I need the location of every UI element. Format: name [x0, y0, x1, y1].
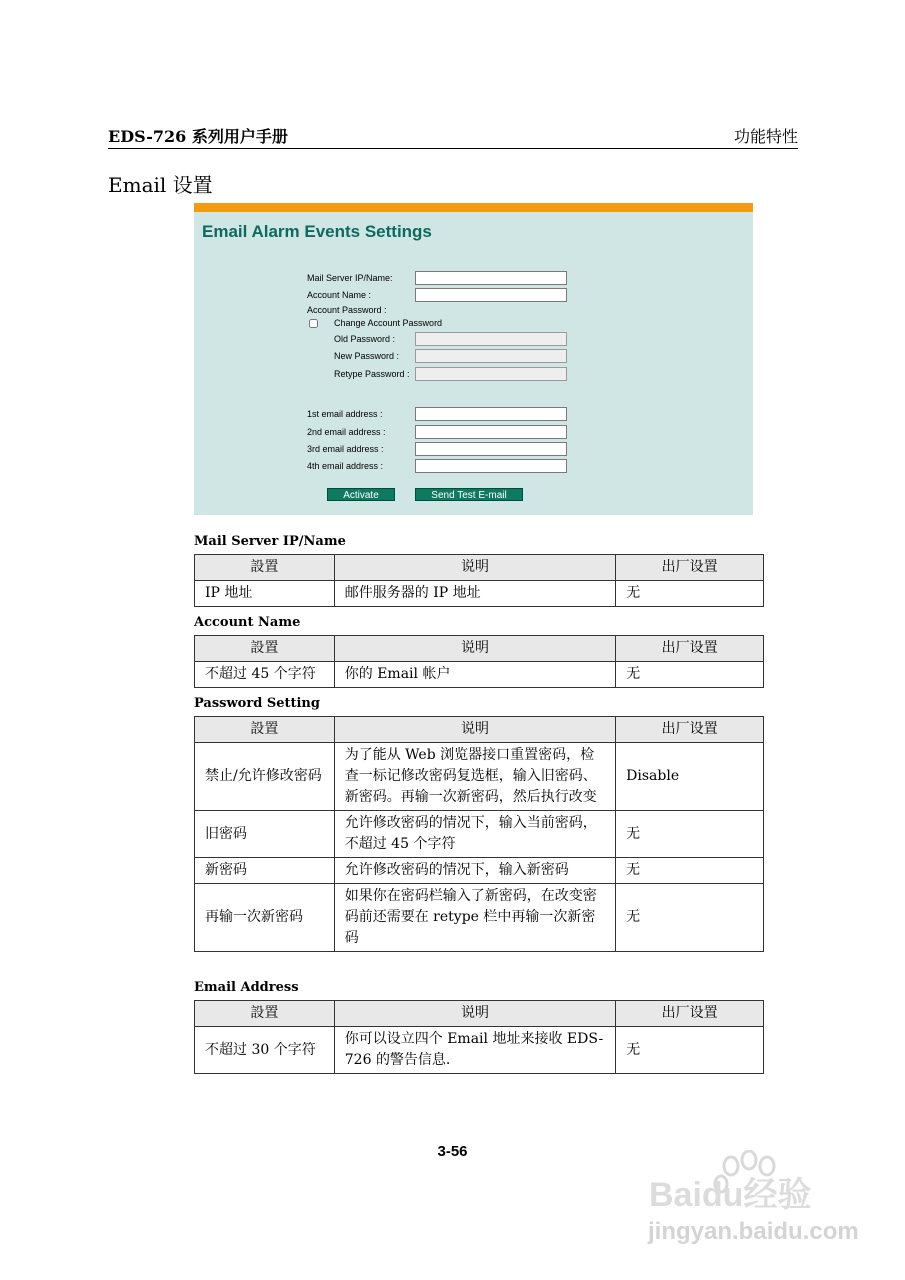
default-cell: 无	[616, 662, 764, 688]
default-cell: 无	[616, 858, 764, 884]
email-settings-panel	[194, 203, 753, 515]
table-row	[195, 743, 764, 811]
table-row	[195, 662, 764, 688]
header-title: EDS-726 系列用户手册	[108, 127, 288, 146]
page-header	[108, 124, 798, 149]
email-section-label: Email Address	[194, 980, 299, 995]
account-password-label: Account Password :	[307, 305, 387, 315]
col-default-header: 出厂设置	[616, 636, 764, 662]
default-cell: 无	[616, 581, 764, 607]
desc-cell: 如果你在密码栏输入了新密码，在改变密码前还需要在 retype 栏中再输一次新密码	[334, 884, 615, 952]
watermark-logo-text: Baidu经验	[649, 1176, 812, 1214]
new-password-input[interactable]	[415, 349, 567, 363]
new-password-label: New Password :	[334, 351, 400, 361]
page-number: 3-56	[437, 1143, 468, 1160]
account-name-label: Account Name :	[307, 290, 372, 300]
setting-cell: 不超过 30 个字符	[195, 1027, 335, 1074]
section-title: Email 设置	[108, 173, 213, 197]
default-cell: Disable	[616, 743, 764, 811]
table-row	[195, 858, 764, 884]
col-default-header: 出厂设置	[616, 1001, 764, 1027]
mail-server-input[interactable]	[415, 271, 567, 285]
panel-accent-bar	[194, 203, 753, 212]
table-header-row	[195, 555, 764, 581]
setting-cell: 禁止/允许修改密码	[195, 743, 335, 811]
default-cell: 无	[616, 811, 764, 858]
retype-password-input[interactable]	[415, 367, 567, 381]
desc-cell: 你的 Email 帐户	[334, 662, 615, 688]
desc-cell: 你可以设立四个 Email 地址来接收 EDS-726 的警告信息.	[334, 1027, 615, 1074]
col-setting-header: 設置	[195, 555, 335, 581]
table-row	[195, 581, 764, 607]
setting-cell: 旧密码	[195, 811, 335, 858]
email2-input[interactable]	[415, 425, 567, 439]
email4-input[interactable]	[415, 459, 567, 473]
col-desc-header: 说明	[334, 717, 615, 743]
email-table	[194, 1000, 764, 1074]
email1-label: 1st email address :	[307, 409, 383, 419]
retype-password-label: Retype Password :	[334, 369, 410, 379]
account-name-section-label: Account Name	[194, 615, 301, 630]
account-name-input[interactable]	[415, 288, 567, 302]
password-table	[194, 716, 764, 952]
mail-server-label: Mail Server IP/Name:	[307, 273, 393, 283]
col-desc-header: 说明	[334, 1001, 615, 1027]
default-cell: 无	[616, 1027, 764, 1074]
setting-cell: IP 地址	[195, 581, 335, 607]
old-password-input[interactable]	[415, 332, 567, 346]
col-setting-header: 設置	[195, 636, 335, 662]
col-desc-header: 说明	[334, 636, 615, 662]
email1-input[interactable]	[415, 407, 567, 421]
setting-cell: 不超过 45 个字符	[195, 662, 335, 688]
password-section-label: Password Setting	[194, 696, 320, 711]
panel-title: Email Alarm Events Settings	[202, 222, 432, 241]
col-default-header: 出厂设置	[616, 717, 764, 743]
change-password-label: Change Account Password	[334, 318, 443, 328]
setting-cell: 新密码	[195, 858, 335, 884]
mail-server-section-label: Mail Server IP/Name	[194, 534, 346, 549]
email3-label: 3rd email address :	[307, 444, 384, 454]
table-row	[195, 884, 764, 952]
header-chapter: 功能特性	[733, 127, 798, 146]
send-test-email-button[interactable]: Send Test E-mail	[415, 488, 523, 501]
table-header-row	[195, 717, 764, 743]
col-default-header: 出厂设置	[616, 555, 764, 581]
change-password-checkbox[interactable]	[309, 319, 318, 328]
activate-button[interactable]: Activate	[327, 488, 395, 501]
desc-cell: 为了能从 Web 浏览器接口重置密码，检查一标记修改密码复选框，输入旧密码、新密码。再输一次新密码，然后执行改变	[334, 743, 615, 811]
desc-cell: 允许修改密码的情况下，输入当前密码，不超过 45 个字符	[334, 811, 615, 858]
col-setting-header: 設置	[195, 717, 335, 743]
setting-cell: 再输一次新密码	[195, 884, 335, 952]
watermark-url: jingyan.baidu.com	[648, 1218, 859, 1245]
old-password-label: Old Password :	[334, 334, 396, 344]
col-desc-header: 说明	[334, 555, 615, 581]
account-name-table	[194, 635, 764, 688]
email4-label: 4th email address :	[307, 461, 384, 471]
table-header-row	[195, 1001, 764, 1027]
email2-label: 2nd email address :	[307, 427, 386, 437]
col-setting-header: 設置	[195, 1001, 335, 1027]
email3-input[interactable]	[415, 442, 567, 456]
desc-cell: 允许修改密码的情况下，输入新密码	[334, 858, 615, 884]
table-row	[195, 1027, 764, 1074]
mail-server-table	[194, 554, 764, 607]
desc-cell: 邮件服务器的 IP 地址	[334, 581, 615, 607]
default-cell: 无	[616, 884, 764, 952]
table-header-row	[195, 636, 764, 662]
table-row	[195, 811, 764, 858]
